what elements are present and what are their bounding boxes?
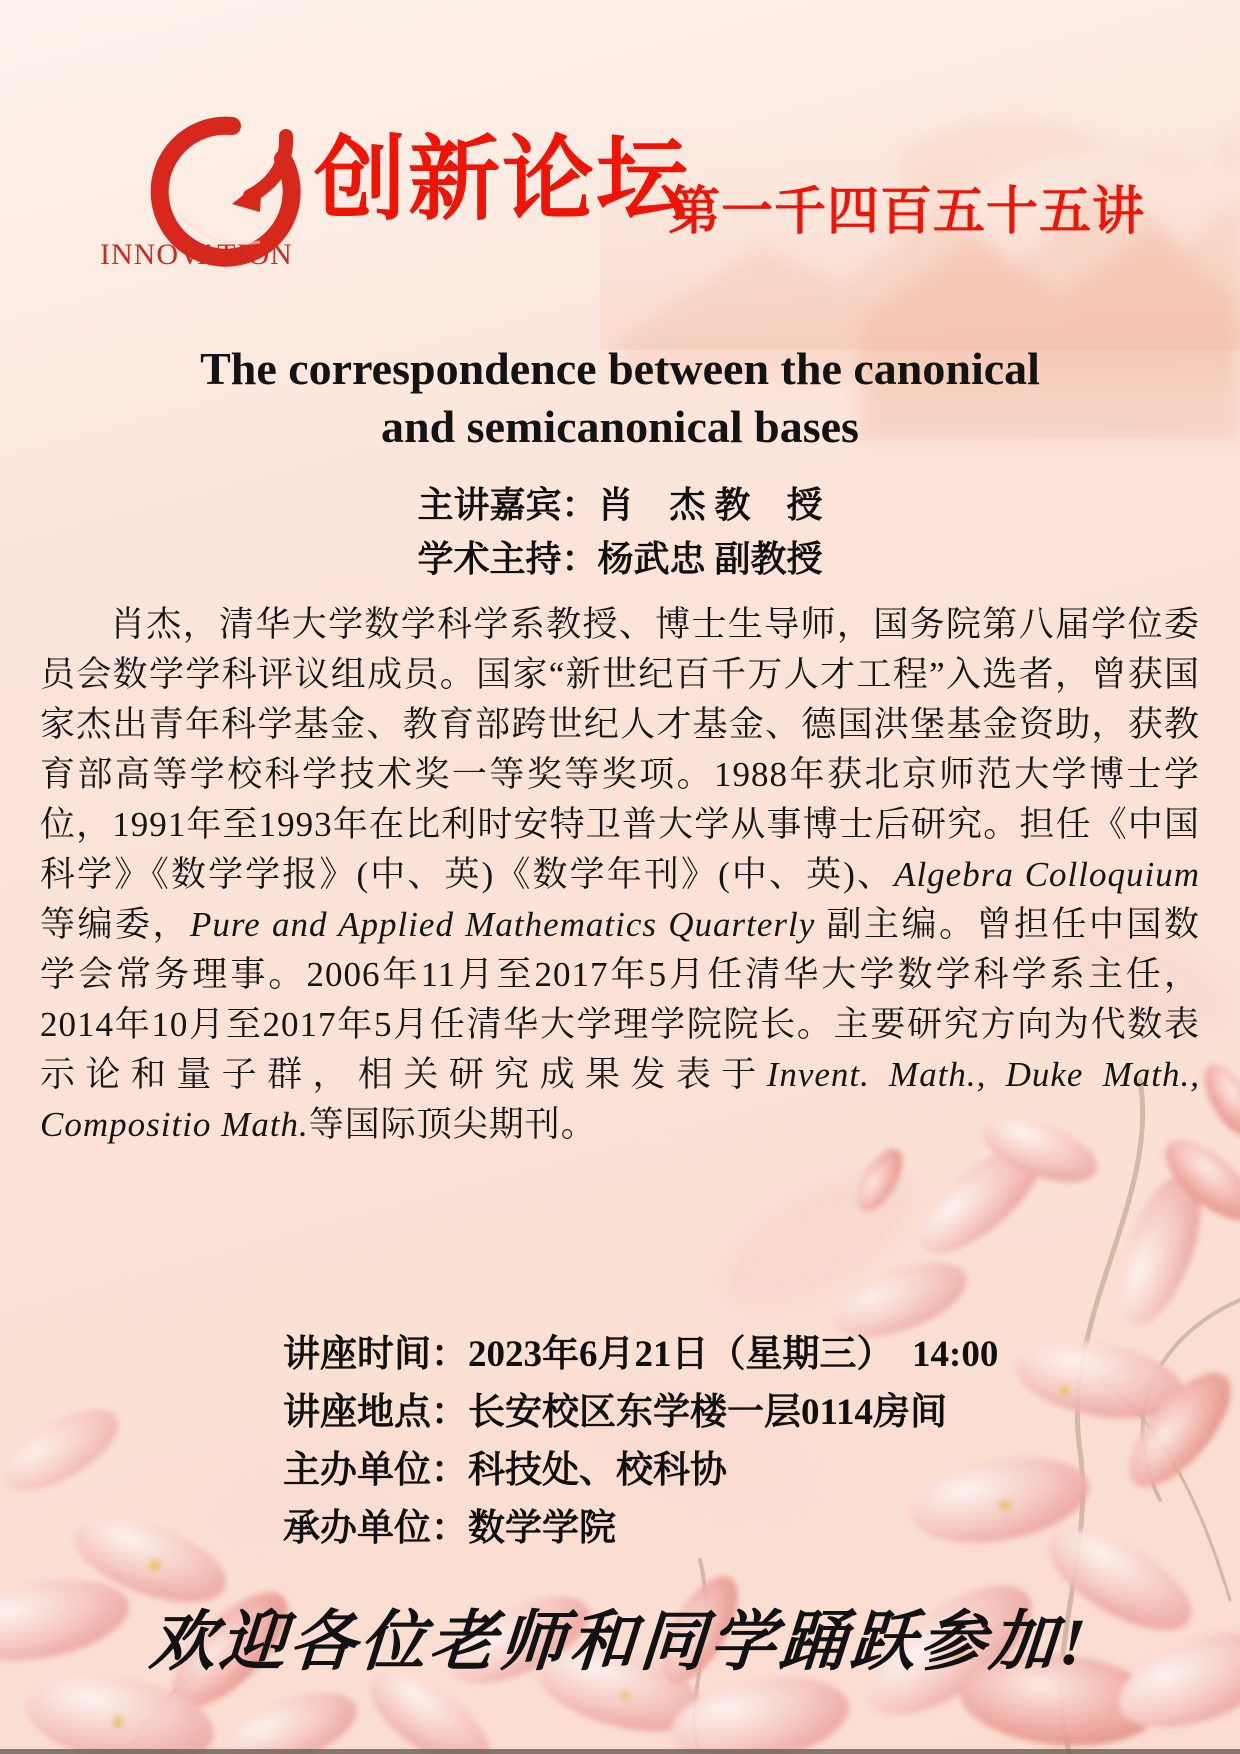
detail-row [283,1326,998,1384]
talk-title-line2: and semicanonical bases [381,401,859,452]
logo-wordmark: INNOVATION [100,238,293,271]
detail-label: 讲座时间： [283,1334,468,1375]
detail-value: 长安校区东学楼一层0114房间 [468,1392,947,1433]
bio-paragraph [40,600,1200,1150]
details-list [283,1326,998,1558]
talk-title [0,340,1240,456]
bio-italic-segment: Pure and Applied Mathematics Quarterly [189,905,816,944]
detail-value: 科技处、校科协 [468,1450,727,1491]
forum-title: 创新论坛 [314,129,691,231]
detail-row [283,1442,998,1500]
welcome-message: 欢迎各位老师和同学踊跃参加! [147,1606,1092,1679]
page-bottom-edge [0,1749,1240,1754]
bio-segment: 副主编。曾担任中国数学会常务理事。2006年11月至2017年5月任清华大学数学科学系主任，2014年10月至2017年5月任清华大学理学院院长。主要研究方向为代数表示论和量子群，相关研究成果发表于 [40,905,1200,1094]
detail-row [283,1500,998,1558]
bio-italic-segment: Algebra Colloquium [894,855,1200,894]
speaker-label: 主讲嘉宾： [417,485,598,525]
detail-value: 数学学院 [468,1508,616,1549]
bio-segment: 肖杰，清华大学数学科学系教授、博士生导师，国务院第八届学位委员会数学学科评议组成员。国家“新世纪百千万人才工程”入选者，曾获国家杰出青年科学基金、教育部跨世纪人才基金、德国洪堡基金资助，获教育部高等学校科学技术奖一等奖等奖项。1988年获北京师范大学博士学位，1991年至1993年在比利时安特卫普大学从事博士后研究。担任《中国科学》《数学学报》(中、英)《数学年刊》(中、英)、 [40,605,1200,894]
host-label: 学术主持： [417,539,598,579]
bio-italic-segment: Invent. Math., Duke Math., Compositio Math. [40,1055,1200,1144]
detail-value: 2023年6月21日（星期三） 14:00 [468,1334,999,1375]
bio-segment: 等编委， [40,905,190,944]
bio-segment: 等国际顶尖期刊。 [308,1105,597,1144]
speaker-block [0,478,1240,586]
detail-label: 主办单位： [283,1450,468,1491]
speaker-name: 肖 杰 教 授 [597,485,823,525]
lecture-number: 第一千四百五十五讲 [668,183,1146,241]
talk-title-line1: The correspondence between the canonical [200,343,1040,394]
detail-row [283,1384,998,1442]
detail-label: 讲座地点： [283,1392,468,1433]
host-line [0,532,1240,586]
speaker-line [0,478,1240,532]
host-name: 杨武忠 副教授 [597,539,823,579]
detail-label: 承办单位： [283,1508,468,1549]
